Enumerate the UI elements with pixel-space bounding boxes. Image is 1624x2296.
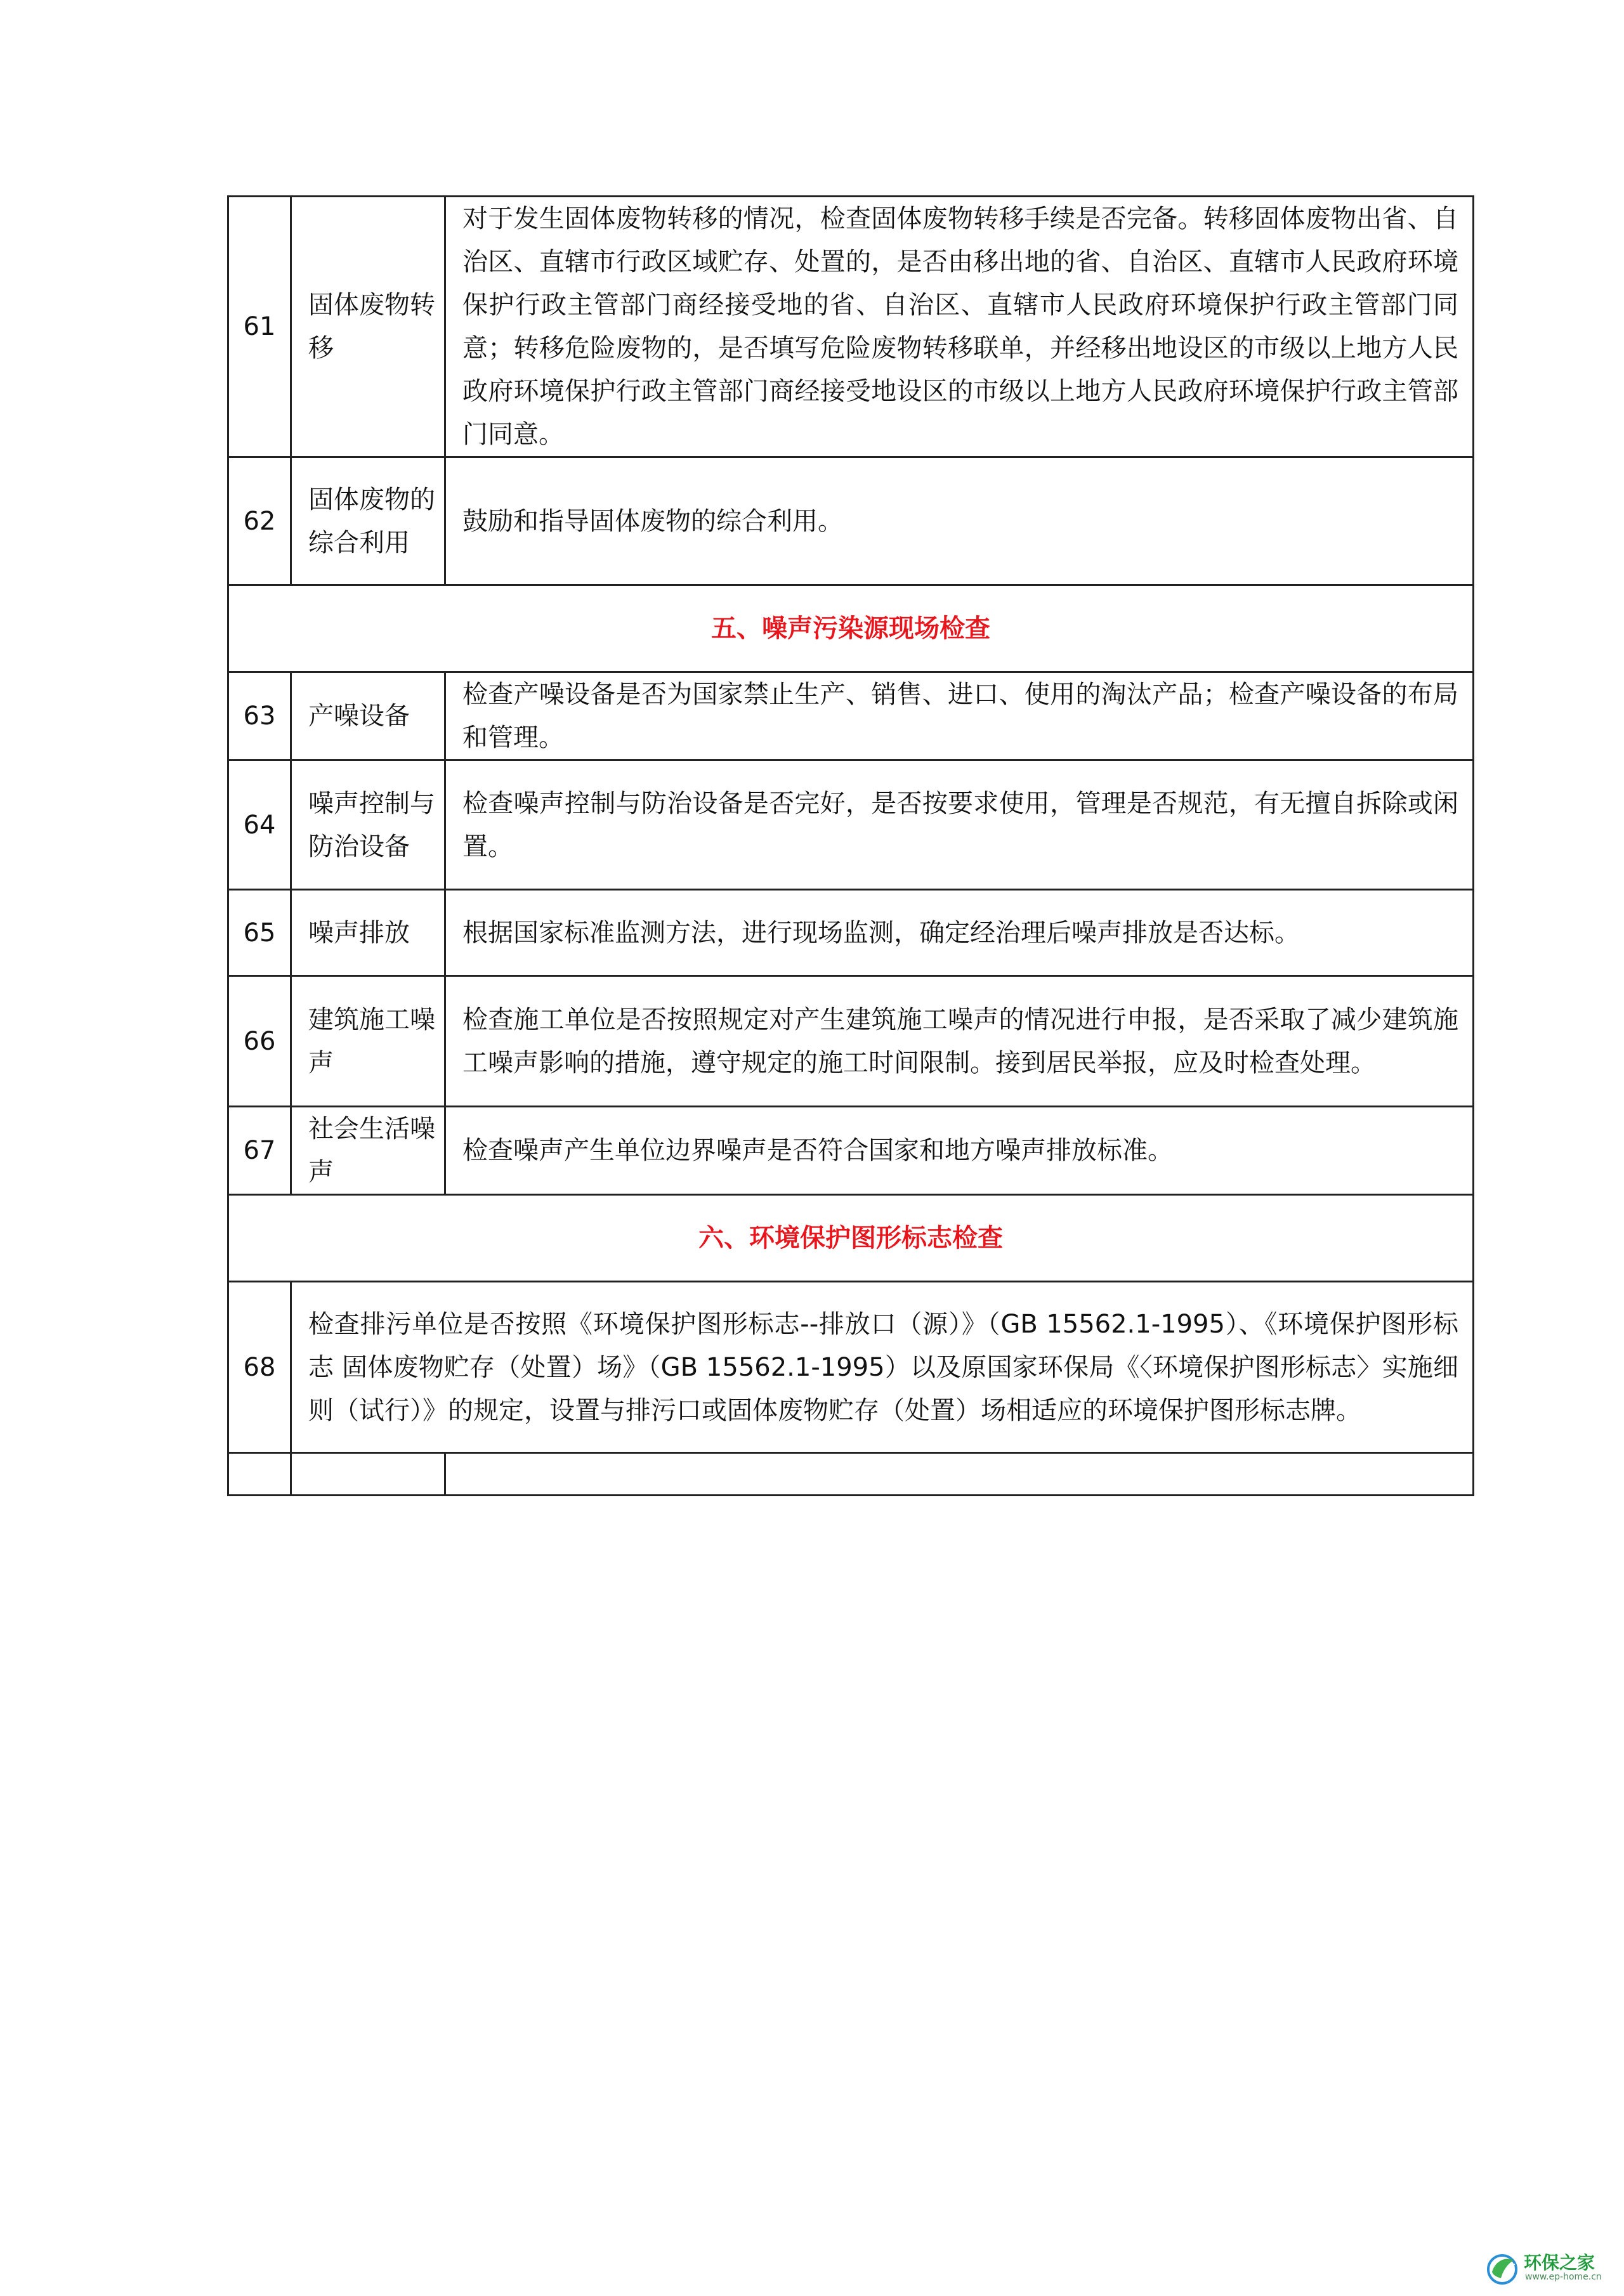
- row-description: 检查排污单位是否按照《环境保护图形标志--排放口（源）》（GB 15562.1-1995）、《环境保护图形标志 固体废物贮存（处置）场》（GB 15562.1-1995）以及原国家环保局《〈环境保护图形标志〉实施细则（试行）》的规定，设置与排污口或固体废物贮存（处置）场相适应的环境保护图形标志牌。: [291, 1282, 1474, 1453]
- watermark-logo: [1484, 2247, 1605, 2291]
- row-number: 68: [228, 1282, 291, 1453]
- section-title-signage: 六、环境保护图形标志检查: [228, 1195, 1474, 1282]
- row-description: 鼓励和指导固体废物的综合利用。: [445, 457, 1474, 585]
- logo-text: 环保之家: [1524, 2252, 1595, 2273]
- row-item-name: 固体废物转移: [291, 197, 445, 457]
- row-number: 65: [228, 890, 291, 976]
- table-row: [228, 760, 1474, 890]
- globe-leaf-icon: [1484, 2250, 1520, 2286]
- empty-cell: [291, 1453, 445, 1496]
- row-item-name: 产噪设备: [291, 672, 445, 760]
- section-title-noise: 五、噪声污染源现场检查: [228, 585, 1474, 672]
- table-row: [228, 1282, 1474, 1453]
- row-number: 62: [228, 457, 291, 585]
- row-description: 检查施工单位是否按照规定对产生建筑施工噪声的情况进行申报，是否采取了减少建筑施工噪声影响的措施，遵守规定的施工时间限制。接到居民举报，应及时检查处理。: [445, 976, 1474, 1107]
- table-row: [228, 976, 1474, 1107]
- table-row: [228, 672, 1474, 760]
- section-header-row: [228, 1195, 1474, 1282]
- row-description: 对于发生固体废物转移的情况，检查固体废物转移手续是否完备。转移固体废物出省、自治区、直辖市行政区域贮存、处置的，是否由移出地的省、自治区、直辖市人民政府环境保护行政主管部门商经接受地的省、自治区、直辖市人民政府环境保护行政主管部门同意；转移危险废物的，是否填写危险废物转移联单，并经移出地设区的市级以上地方人民政府环境保护行政主管部门商经接受地设区的市级以上地方人民政府环境保护行政主管部门同意。: [445, 197, 1474, 457]
- row-item-name: 固体废物的综合利用: [291, 457, 445, 585]
- row-number: 67: [228, 1107, 291, 1195]
- table-row: [228, 1107, 1474, 1195]
- row-item-name: 建筑施工噪声: [291, 976, 445, 1107]
- row-number: 66: [228, 976, 291, 1107]
- row-number: 64: [228, 760, 291, 890]
- empty-cell: [228, 1453, 291, 1496]
- row-description: 检查产噪设备是否为国家禁止生产、销售、进口、使用的淘汰产品；检查产噪设备的布局和管理。: [445, 672, 1474, 760]
- table-row: [228, 457, 1474, 585]
- table-row: [228, 197, 1474, 457]
- empty-table-row: [228, 1453, 1474, 1496]
- row-number: 63: [228, 672, 291, 760]
- empty-cell: [445, 1453, 1474, 1496]
- logo-url: www.ep-home.cn: [1525, 2272, 1602, 2282]
- row-item-name: 噪声控制与防治设备: [291, 760, 445, 890]
- row-number: 61: [228, 197, 291, 457]
- row-item-name: 噪声排放: [291, 890, 445, 976]
- row-description: 检查噪声控制与防治设备是否完好，是否按要求使用，管理是否规范，有无擅自拆除或闲置。: [445, 760, 1474, 890]
- table-row: [228, 890, 1474, 976]
- section-header-row: [228, 585, 1474, 672]
- row-description: 根据国家标准监测方法，进行现场监测，确定经治理后噪声排放是否达标。: [445, 890, 1474, 976]
- row-item-name: 社会生活噪声: [291, 1107, 445, 1195]
- inspection-table: [227, 195, 1474, 1496]
- row-description: 检查噪声产生单位边界噪声是否符合国家和地方噪声排放标准。: [445, 1107, 1474, 1195]
